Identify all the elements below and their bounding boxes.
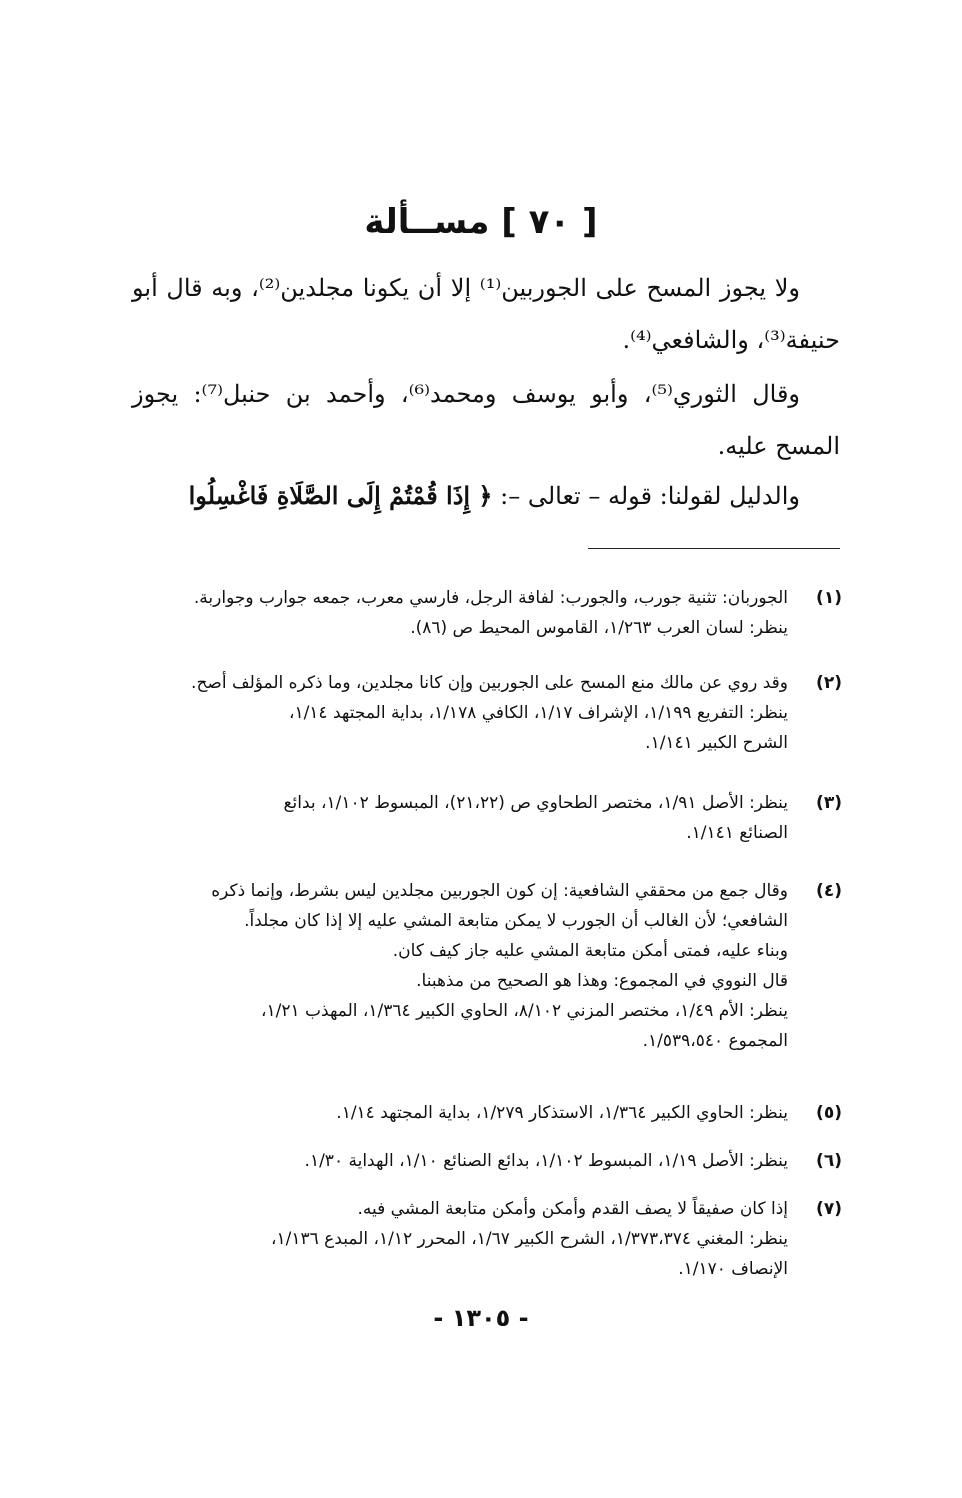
footnote-number: (٢) bbox=[816, 673, 842, 693]
footnote-line: وقال جمع من محققي الشافعية: إن كون الجوربين مجلدين ليس بشرط، وإنما ذكره bbox=[211, 881, 788, 901]
footnote-line: قال النووي في المجموع: وهذا هو الصحيح من مذهبنا. bbox=[416, 971, 788, 991]
footnote-line: ينظر: الأم ١/٤٩، مختصر المزني ٨/١٠٢، الحاوي الكبير ١/٣٦٤، المهذب ١/٢١، bbox=[261, 1001, 788, 1021]
footnote-line: الشافعي؛ لأن الغالب أن الجورب لا يمكن متابعة المشي عليه إلا إذا كان مجلداً. bbox=[244, 911, 788, 931]
footnote-line: ينظر: المغني ١/٣٧٣،٣٧٤، الشرح الكبير ١/٦٧، المحرر ١/١٢، المبدع ١/١٣٦، bbox=[271, 1229, 788, 1249]
footnote-line: الإنصاف ١/١٧٠. bbox=[678, 1259, 788, 1279]
footnote-3 bbox=[130, 788, 842, 848]
footnote-line: ينظر: التفريع ١/١٩٩، الإشراف ١/١٧، الكافي ١/١٧٨، بداية المجتهد ١/١٤، bbox=[288, 703, 788, 723]
footnote-line: ينظر: الحاوي الكبير ١/٣٦٤، الاستذكار ١/٢٧٩، بداية المجتهد ١/١٤. bbox=[336, 1103, 788, 1123]
footnote-line: المجموع ١/٥٣٩،٥٤٠. bbox=[642, 1031, 788, 1051]
footnote-separator bbox=[588, 548, 840, 549]
footnote-line: الجوربان: تثنية جورب، والجورب: لفافة الرجل، فارسي معرب، جمعه جوارب وجواربة. bbox=[193, 588, 788, 608]
footnote-number: (١) bbox=[816, 588, 842, 608]
footnote-line: إذا كان صفيقاً لا يصف القدم وأمكن وأمكن متابعة المشي فيه. bbox=[357, 1199, 788, 1219]
quran-verse: ﴿ إِذَا قُمْتُمْ إِلَى الصَّلَاةِ فَاغْسِلُوا bbox=[188, 481, 493, 510]
main-paragraph-3 bbox=[132, 470, 840, 522]
footnote-number: (٤) bbox=[816, 881, 842, 901]
issue-heading: [ ٧٠ ] مســألة bbox=[364, 202, 598, 242]
footnote-2 bbox=[130, 668, 842, 758]
footnote-4 bbox=[130, 876, 842, 1056]
footnote-line: ينظر: لسان العرب ١/٢٦٣، القاموس المحيط ص (٨٦). bbox=[410, 618, 788, 638]
footnote-line: الشرح الكبير ١/١٤١. bbox=[645, 733, 788, 753]
page-number: - ١٣٠٥ - bbox=[433, 1304, 529, 1332]
footnote-line: وقد روي عن مالك منع المسح على الجوربين وإن كانا مجلدين، وما ذكره المؤلف أصح. bbox=[191, 673, 788, 693]
footnote-5 bbox=[130, 1098, 842, 1128]
footnote-line: ينظر: الأصل ١/٩١، مختصر الطحاوي ص (٢١،٢٢)، المبسوط ١/١٠٢، بدائع bbox=[283, 793, 788, 813]
main-paragraph-1: ولا يجوز المسح على الجوربين⁽¹⁾ إلا أن يكونا مجلدين⁽²⁾، وبه قال أبو حنيفة⁽³⁾، والشافعي⁽⁴⁾. bbox=[132, 274, 840, 354]
footnote-number: (٥) bbox=[816, 1103, 842, 1123]
main-paragraph-2: وقال الثوري⁽⁵⁾، وأبو يوسف ومحمد⁽⁶⁾، وأحمد بن حنبل⁽⁷⁾: يجوز المسح عليه. bbox=[132, 380, 840, 460]
evidence-lead-text: والدليل لقولنا: قوله – تعالى –: bbox=[492, 482, 800, 510]
footnote-number: (٣) bbox=[816, 793, 842, 813]
footnote-6 bbox=[130, 1146, 842, 1176]
footnote-7 bbox=[130, 1194, 842, 1284]
footnote-line: وبناء عليه، فمتى أمكن متابعة المشي عليه جاز كيف كان. bbox=[392, 941, 788, 961]
footnote-line: الصنائع ١/١٤١. bbox=[686, 823, 788, 843]
footnote-number: (٦) bbox=[816, 1151, 842, 1171]
footnote-1 bbox=[130, 583, 842, 643]
footnote-line: ينظر: الأصل ١/١٩، المبسوط ١/١٠٢، بدائع الصنائع ١/١٠، الهداية ١/٣٠. bbox=[304, 1151, 788, 1171]
footnote-number: (٧) bbox=[816, 1199, 842, 1219]
